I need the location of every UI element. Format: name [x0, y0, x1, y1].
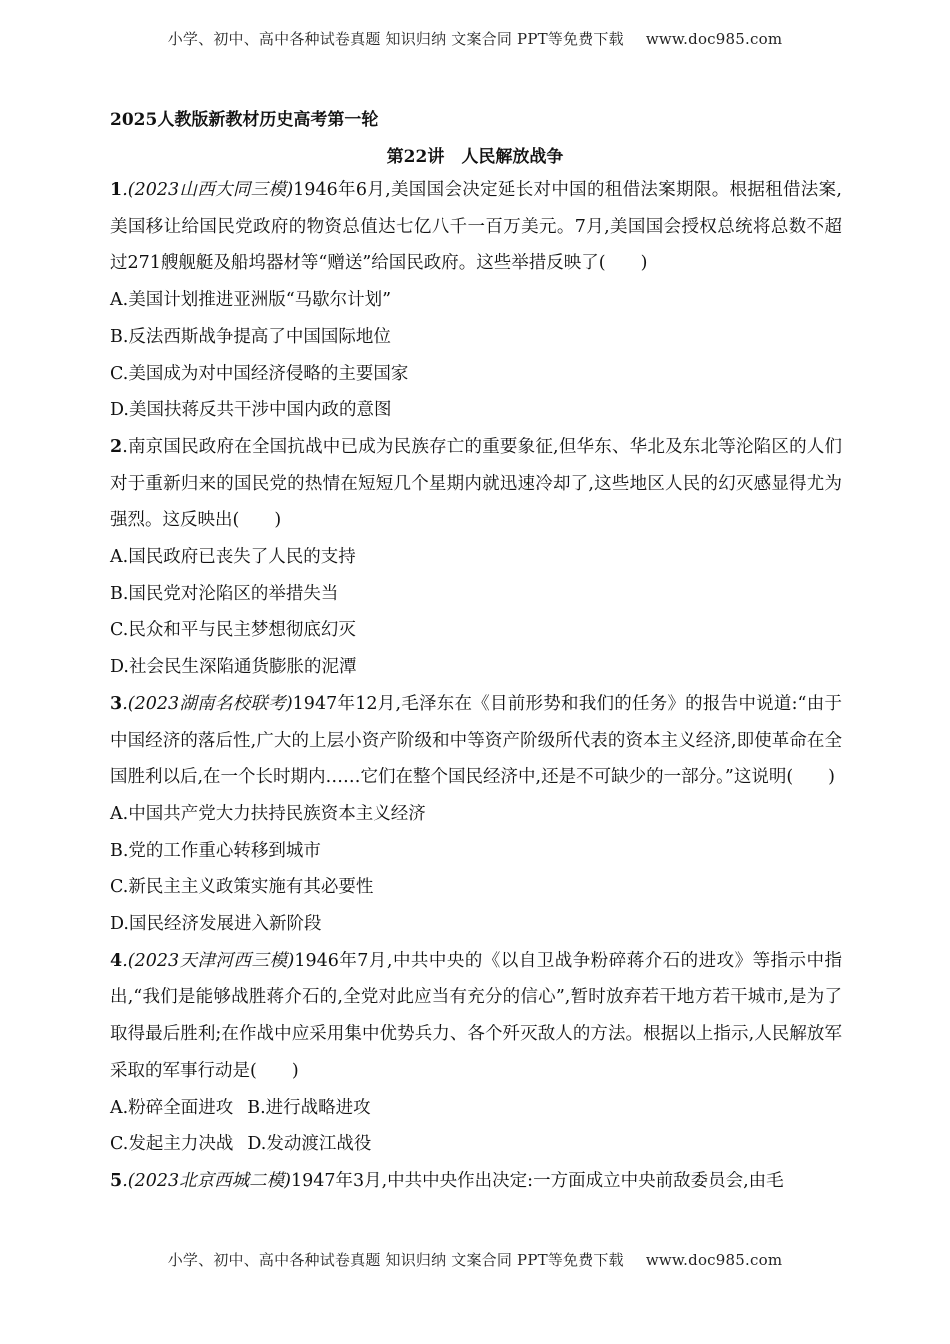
- question-text: 1947年12月,毛泽东在《目前形势和我们的任务》的报告中说道:“由于中国经济的落后性,广大的上层小资产阶级和中等资产阶级所代表的资本主义经济,即使革命在全国胜利以后,在一个长时期内……它们在整个国民经济中,还是不可缺少的一部分。”这说明( ): [110, 693, 842, 788]
- lecture-title: 第22讲 人民解放战争: [386, 147, 564, 167]
- question-4-stem: [110, 943, 842, 1090]
- footer-site-link[interactable]: www.doc985.com: [645, 1251, 783, 1269]
- option-b: B.国民党对沦陷区的举措失当: [110, 583, 339, 604]
- question-text: 1947年3月,中共中央作出决定:一方面成立中央前敌委员会,由毛: [290, 1170, 784, 1191]
- question-1-stem: [110, 172, 842, 282]
- option-a: A.中国共产党大力扶持民族资本主义经济: [110, 803, 426, 824]
- option-d: D.国民经济发展进入新阶段: [110, 914, 322, 935]
- page-footer: [0, 1249, 950, 1270]
- question-3-stem: [110, 686, 842, 796]
- question-text: 1946年7月,中共中央的《以自卫战争粉碎蒋介石的进攻》等指示中指出,“我们是能够战胜蒋介石的,全党对此应当有充分的信心”,暂时放弃若干地方若干城市,是为了取得最后胜利;在作战中应采用集中优势兵力、各个歼灭敌人的方法。根据以上指示,人民解放军采取的军事行动是( ): [110, 950, 842, 1081]
- option-c: C.新民主主义政策实施有其必要性: [110, 877, 374, 898]
- option-d: D.社会民生深陷通货膨胀的泥潭: [110, 657, 357, 678]
- option-b: B.党的工作重心转移到城市: [110, 840, 321, 861]
- option-a: A.美国计划推进亚洲版“马歇尔计划”: [110, 290, 392, 311]
- question-number: 5: [110, 1170, 123, 1191]
- option-a: A.国民政府已丧失了人民的支持: [110, 547, 356, 568]
- option-row-ab: [110, 1090, 842, 1127]
- question-number: 4: [110, 950, 123, 971]
- option-b: B.进行战略进攻: [247, 1097, 371, 1118]
- header-site-link[interactable]: www.doc985.com: [645, 30, 783, 48]
- question-list: [110, 172, 842, 1200]
- option-c: C.美国成为对中国经济侵略的主要国家: [110, 363, 409, 384]
- option-a: A.粉碎全面进攻: [110, 1097, 234, 1118]
- footer-promo-text: 小学、初中、高中各种试卷真题 知识归纳 文案合同 PPT等免费下载: [167, 1251, 624, 1269]
- option-d: D.发动渡江战役: [247, 1134, 372, 1155]
- question-source: .(2023山西大同三模): [122, 180, 294, 200]
- header-promo-text: 小学、初中、高中各种试卷真题 知识归纳 文案合同 PPT等免费下载: [167, 30, 624, 48]
- question-text: 1946年6月,美国国会决定延长对中国的租借法案期限。根据租借法案,美国移让给国民党政府的物资总值达七亿八千一百万美元。7月,美国国会授权总统将总数不超过271艘舰艇及船坞器材等“赠送”给国民政府。这些举措反映了( ): [110, 180, 842, 274]
- option-row-cd: [110, 1126, 842, 1163]
- option-b: B.反法西斯战争提高了中国国际地位: [110, 326, 391, 347]
- question-2-stem: [110, 429, 842, 539]
- question-text: .南京国民政府在全国抗战中已成为民族存亡的重要象征,但华东、华北及东北等沦陷区的人们对于重新归来的国民党的热情在短短几个星期内就迅速冷却了,这些地区人民的幻灭感显得尤为强烈。这反映出( ): [110, 436, 842, 531]
- page-header: [0, 28, 950, 49]
- document-title: 2025人教版新教材历史高考第一轮: [110, 110, 379, 130]
- question-source: .(2023天津河西三模): [122, 950, 295, 971]
- question-source: .(2023北京西城二模): [122, 1170, 291, 1191]
- option-c: C.民众和平与民主梦想彻底幻灭: [110, 620, 356, 641]
- question-source: .(2023湖南名校联考): [122, 693, 293, 714]
- question-number: 1: [110, 180, 123, 200]
- question-number: 3: [110, 693, 123, 714]
- question-5-stem: [110, 1163, 842, 1200]
- option-d: D.美国扶蒋反共干涉中国内政的意图: [110, 400, 392, 421]
- question-number: 2: [110, 436, 123, 457]
- option-c: C.发起主力决战: [110, 1134, 234, 1155]
